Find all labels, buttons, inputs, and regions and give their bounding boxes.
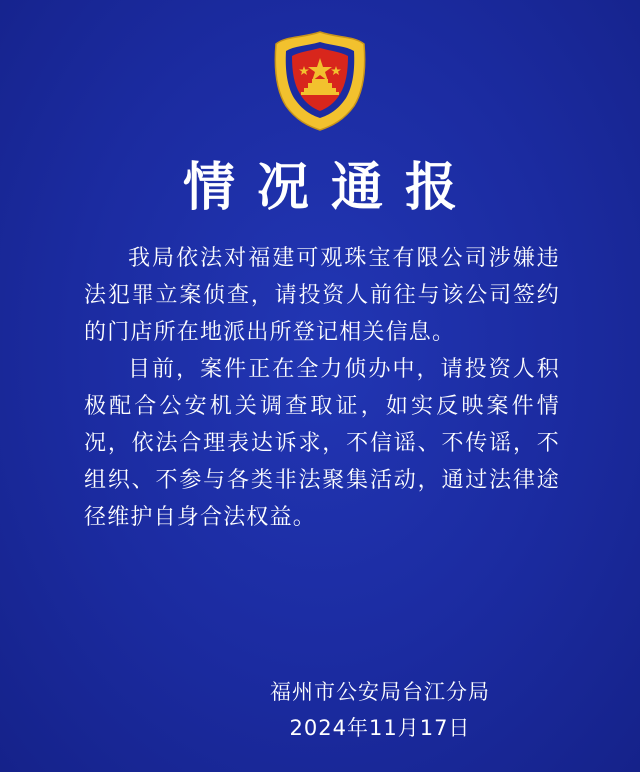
police-emblem-icon — [268, 28, 372, 132]
notice-title: 情况通报 — [182, 157, 479, 218]
notice-paragraph-1: 我局依法对福建可观珠宝有限公司涉嫌违法犯罪立案侦查，请投资人前往与该公司签约的门店所在地派出所登记相关信息。 — [84, 246, 560, 345]
notice-signature — [250, 674, 510, 746]
issue-date: 2024年11月17日 — [289, 716, 471, 740]
notice-body — [84, 240, 560, 536]
issuer-name: 福州市公安局台江分局 — [270, 680, 490, 704]
notice-paragraph-2: 目前，案件正在全力侦办中，请投资人积极配合公安机关调查取证，如实反映案件情况，依法合理表达诉求，不信谣、不传谣，不组织、不参与各类非法聚集活动，通过法律途径维护自身合法权益。 — [84, 357, 560, 530]
